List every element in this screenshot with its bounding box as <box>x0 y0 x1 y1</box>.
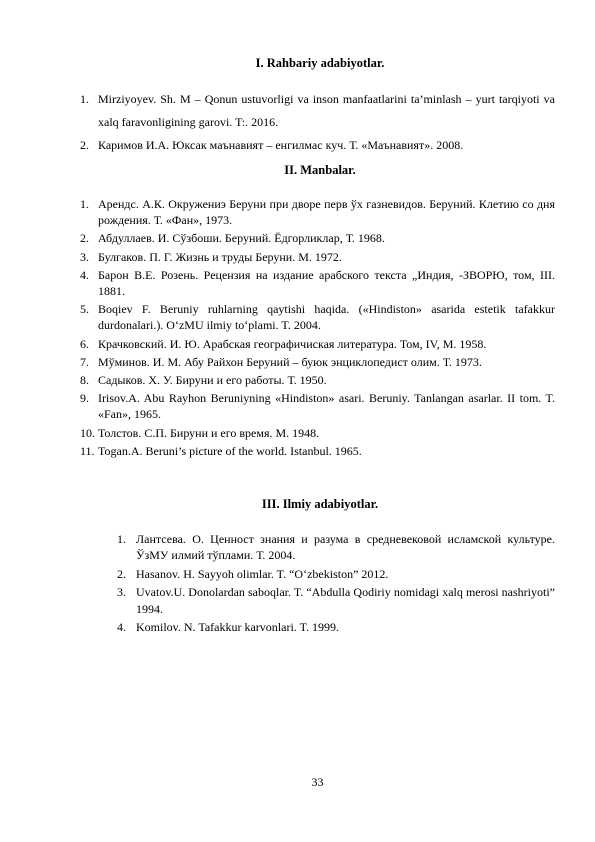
item-number: 3. <box>80 249 89 264</box>
item-text: Садыков. Х. У. Бируни и его работы. Т. 1950. <box>98 373 327 388</box>
item-text: Арендс. А.К. Окружениэ Беруни при дворе перв ўх газневидов. Беруний. Клетию со дня рождения. Т. «Фан», 1973. <box>98 197 555 228</box>
item-text: Барон В.Е. Розень. Рецензия на издание арабского текста „Индия, -ЗВОРЮ, том, III. 1881. <box>98 267 555 299</box>
list-item <box>80 390 555 422</box>
item-text: Лантсева. О. Ценност знания и разума в средневековой исламской культуре. ЎзМУ илмий тўплами. Т. 2004. <box>136 532 555 563</box>
list-item <box>117 584 555 617</box>
scientific-literature-list <box>117 531 555 637</box>
list-item <box>80 443 555 459</box>
item-text: Uvatov.U. Donolardan saboqlar. T. “Abdulla Qodiriy nomidagi xalq merosi nashriyoti” 1994. <box>136 585 555 616</box>
item-number: 7. <box>80 354 89 369</box>
item-text: Hasanov. H. Sayyoh olimlar. T. “O‘zbekiston” 2012. <box>136 566 389 581</box>
item-number: 4. <box>117 620 126 635</box>
list-item <box>80 88 555 134</box>
section-heading-guiding-literature: I. Rahbariy adabiyotlar. <box>255 56 385 70</box>
item-text: Komilov. N. Tafakkur karvonlari. T. 1999. <box>136 620 340 635</box>
list-item <box>80 134 555 157</box>
item-text: Каримов И.А. Юксак маънавият – енгилмас куч. Т. «Маънавият». 2008. <box>98 138 464 152</box>
list-item <box>80 249 555 265</box>
item-text: Irisov.A. Abu Rayhon Beruniyning «Hindiston» asari. Beruniy. Tanlangan asarlar. II tom. T. «Fan», 1965. <box>98 391 555 422</box>
sources-list <box>80 196 555 461</box>
item-number: 11. <box>80 443 95 458</box>
guiding-literature-list <box>80 88 555 157</box>
item-text: Togan.A. Beruni’s picture of the world. Istanbul. 1965. <box>98 443 362 458</box>
item-number: 2. <box>117 566 126 581</box>
item-number: 1. <box>117 532 126 546</box>
item-text: Булгаков. П. Г. Жизнь и труды Беруни. М. 1972. <box>98 249 342 264</box>
item-number: 5. <box>80 302 89 317</box>
section-heading-scientific-literature: III. Ilmiy adabiyotlar. <box>261 497 379 511</box>
list-item <box>80 230 555 246</box>
list-item <box>117 531 555 564</box>
item-text: Mirziyoyev. Sh. M – Qonun ustuvorligi va inson manfaatlarini ta’minlash – yurt tarqiyoti va xalq faravonligining garovi. T:. 2016. <box>98 92 555 129</box>
section-heading-sources: II. Manbalar. <box>284 163 356 177</box>
item-text: Абдуллаев. И. Сўзбоши. Беруний. Ёдгорликлар, Т. 1968. <box>98 231 385 246</box>
item-number: 3. <box>117 585 126 600</box>
item-number: 10. <box>80 425 95 440</box>
list-item <box>80 267 555 299</box>
page-number: 33 <box>311 775 324 789</box>
item-number: 1. <box>80 92 89 106</box>
item-text: Boqiev F. Beruniy ruhlarning qaytishi haqida. («Hindiston» asarida estetik tafakkur durdonalari.). O‘zMU ilmiy to‘plami. T. 2004. <box>98 302 555 333</box>
list-item <box>117 619 555 635</box>
item-number: 6. <box>80 336 89 351</box>
list-item <box>117 566 555 582</box>
list-item <box>80 372 555 388</box>
item-number: 2. <box>80 231 89 246</box>
item-number: 9. <box>80 391 89 406</box>
item-number: 8. <box>80 373 89 388</box>
list-item <box>80 301 555 333</box>
item-number: 4. <box>80 267 89 282</box>
item-number: 1. <box>80 197 89 211</box>
list-item <box>80 354 555 370</box>
list-item <box>80 196 555 228</box>
item-text: Толстов. С.П. Бируни и его время. М. 1948. <box>98 425 320 440</box>
item-text: Мўминов. И. М. Абу Райхон Беруний – буюк энциклопедист олим. Т. 1973. <box>98 354 482 369</box>
list-item <box>80 336 555 352</box>
item-number: 2. <box>80 138 89 152</box>
item-text: Крачковский. И. Ю. Арабская географичиская литература. Том, IV, М. 1958. <box>98 336 487 351</box>
list-item <box>80 425 555 441</box>
